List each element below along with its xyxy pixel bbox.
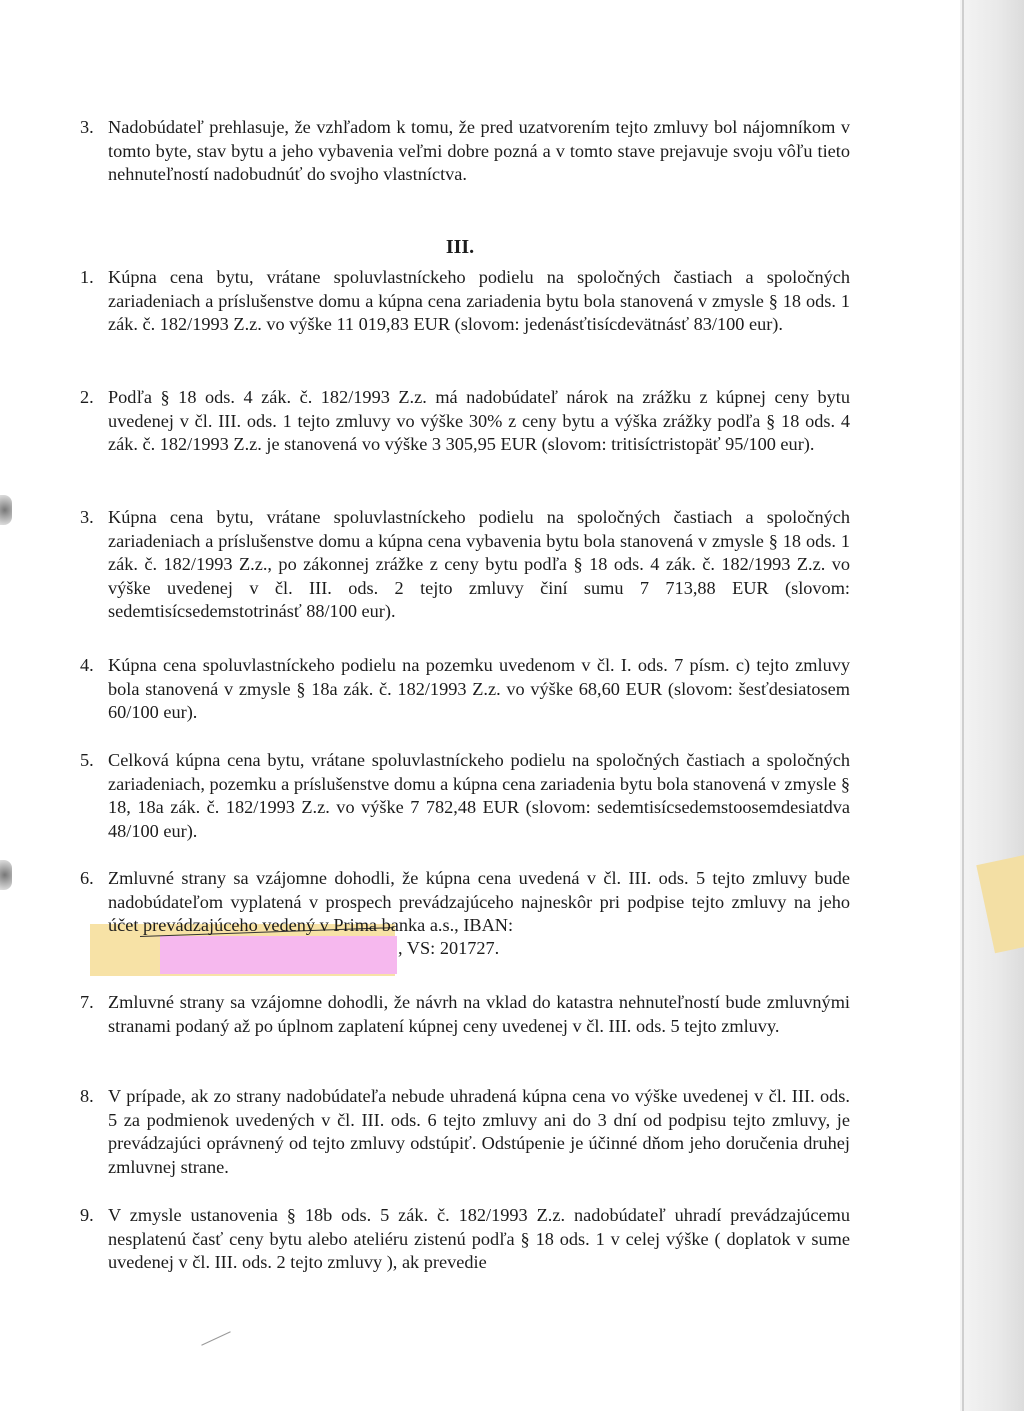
article-item-8 [80, 1085, 850, 1179]
paragraph-number: 9. [80, 1205, 94, 1225]
paragraph-text: Zmluvné strany sa vzájomne dohodli, že kúpna cena uvedená v čl. III. ods. 5 tejto zmluvy bude nadobúdateľom vyplatená v prospech prevádzajúceho najneskôr pri podpise tejto zmluvy na jeho účet prevádzajúceho vedený v Prima banka a.s., IBAN: [108, 868, 850, 935]
paragraph-text: Zmluvné strany sa vzájomne dohodli, že návrh na vklad do katastra nehnuteľností bude zmluvnými stranami podaný až po úplnom zaplatení kúpnej ceny uvedenej v čl. III. ods. 5 tejto zmluvy. [108, 992, 850, 1036]
paragraph-text: Kúpna cena spoluvlastníckeho podielu na pozemku uvedenom v čl. I. ods. 7 písm. c) tejto zmluvy bola stanovená v zmysle § 18a zák. č. 182/1993 Z.z. vo výške 68,60 EUR (slovom: šesťdesiatosem 60/100 eur). [108, 655, 850, 722]
paragraph-text: Celková kúpna cena bytu, vrátane spoluvlastníckeho podielu na spoločných častiach a spoločných zariadeniach, pozemku a príslušenstve domu a kúpna cena zariadenia bytu bola stanovená v zmysle § 18, 18a zák. č. 182/1993 Z.z. vo výške 7 782,48 EUR (slovom: sedemtisícsedemstoosemdesiatdva 48/100 eur). [108, 750, 850, 841]
paragraph-number: 3. [80, 117, 94, 137]
binder-clip-top [0, 495, 12, 525]
article-item-4 [80, 654, 850, 725]
paragraph-text: V prípade, ak zo strany nadobúdateľa nebude uhradená kúpna cena vo výške uvedenej v čl. III. ods. 5 za podmienok uvedených v čl. III. ods. 6 tejto zmluvy ani do 3 dní od podpisu tejto zmluvy, je prevádzajúci oprávnený od tejto zmluvy odstúpiť. Odstúpenie je účinné dňom jeho doručenia druhej zmluvnej strane. [108, 1086, 850, 1177]
article-item-1 [80, 266, 850, 337]
section-heading: III. [445, 236, 475, 258]
paragraph-text: Nadobúdateľ prehlasuje, že vzhľadom k tomu, že pred uzatvorením tejto zmluvy bol nájomníkom v tomto byte, stav bytu a jeho vybavenia veľmi dobre pozná a v tomto stave prejavuje svoju vôľu tieto nehnuteľností nadobudnúť do svojho vlastníctva. [108, 117, 850, 184]
paragraph-text: Kúpna cena bytu, vrátane spoluvlastníckeho podielu na spoločných častiach a spoločných zariadeniach a príslušenstve domu a kúpna cena zariadenia bytu bola stanovená v zmysle § 18 ods. 1 zák. č. 182/1993 Z.z. vo výške 11 019,83 EUR (slovom: jedenásťtisícdevätnásť 83/100 eur). [108, 267, 850, 334]
paragraph-number: 1. [80, 267, 94, 287]
paragraph-number: 4. [80, 655, 94, 675]
paragraph-number: 5. [80, 750, 94, 770]
article-item-5 [80, 749, 850, 843]
paragraph-number: 6. [80, 868, 94, 888]
binder-clip-bottom [0, 860, 12, 890]
paragraph-number: 2. [80, 387, 94, 407]
pen-mark [201, 1331, 230, 1345]
paragraph-text: V zmysle ustanovenia § 18b ods. 5 zák. č. 182/1993 Z.z. nadobúdateľ uhradí prevádzajúcemu nesplatenú časť ceny bytu alebo ateliéru zistenú podľa § 18 ods. 1 v celej výške ( doplatok v sume uvedenej v čl. III. ods. 2 tejto zmluvy ), ak prevedie [108, 1205, 850, 1272]
paragraph-number: 3. [80, 507, 94, 527]
paragraph-text: Podľa § 18 ods. 4 zák. č. 182/1993 Z.z. má nadobúdateľ nárok na zrážku z kúpnej ceny bytu uvedenej v čl. III. ods. 1 tejto zmluvy vo výške 30% z ceny bytu a výška zrážky podľa § 18 ods. 4 zák. č. 182/1993 Z.z. je stanovená vo výške 3 305,95 EUR (slovom: tritisíctristopäť 95/100 eur). [108, 387, 850, 454]
article-item-2 [80, 386, 850, 457]
paragraph-number: 7. [80, 992, 94, 1012]
paragraph-text: Kúpna cena bytu, vrátane spoluvlastníckeho podielu na spoločných častiach a spoločných zariadeniach a príslušenstve domu a kúpna cena vybavenia bytu bola stanovená v zmysle § 18 ods. 1 zák. č. 182/1993 Z.z., po zákonnej zrážke z ceny bytu podľa § 18 ods. 4 zák. č. 182/1993 Z.z. vo výške uvedenej v čl. III. ods. 2 tejto zmluvy činí sumu 7 713,88 EUR (slovom: sedemtisícsedemstotrinásť 88/100 eur). [108, 507, 850, 621]
article-item-6 [80, 867, 850, 960]
scan-edge-shadow [960, 0, 1024, 1411]
paragraph-number: 8. [80, 1086, 94, 1106]
article-item-7 [80, 991, 850, 1038]
scan-edge-line [962, 0, 964, 1411]
article-item-3 [80, 506, 850, 624]
paragraph-tail-text: , VS: 201727. [398, 937, 500, 958]
article-item-9 [80, 1204, 850, 1275]
intro-paragraph [80, 116, 850, 187]
